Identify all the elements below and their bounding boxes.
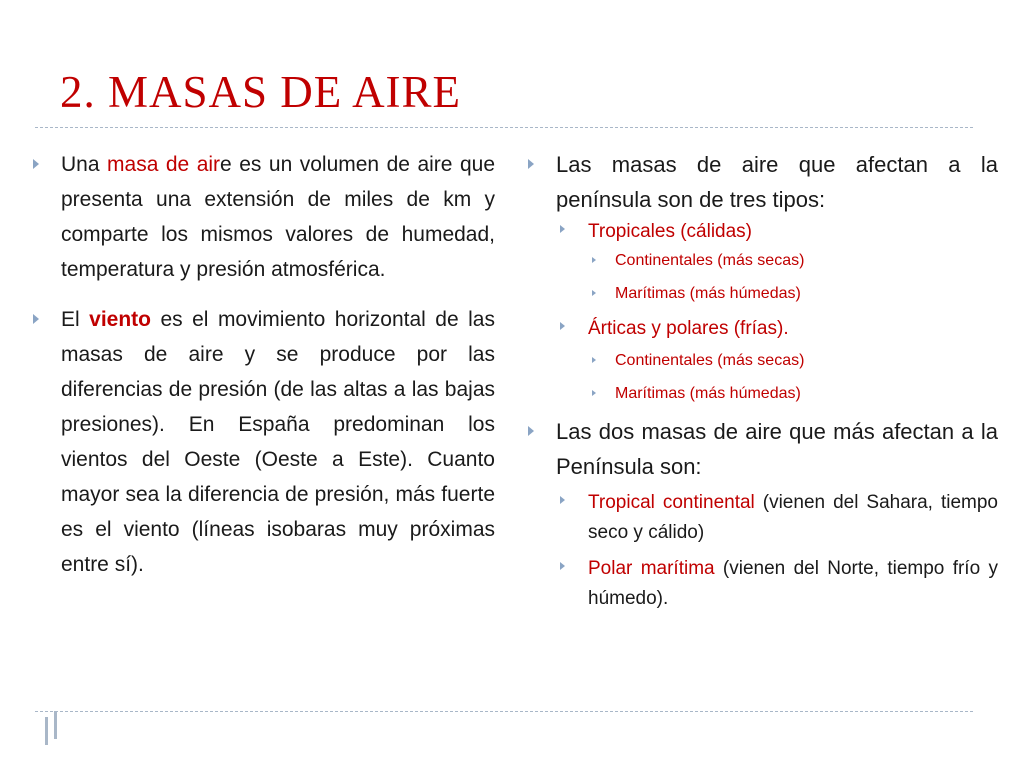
highlight-term: masa de air	[107, 153, 221, 176]
text: (vienen del Norte, tiempo frío y húmedo).	[588, 558, 998, 609]
highlight-term: Tropical continental	[588, 492, 755, 513]
slide-title: 2. MASAS DE AIRE	[60, 67, 462, 117]
bullet-arrow-icon	[33, 314, 39, 324]
subitem-text	[588, 554, 998, 614]
highlight-term: Polar marítima	[588, 558, 715, 579]
bullet-masa-de-aire	[33, 147, 495, 287]
sub-sub-bullet	[592, 244, 998, 277]
text: El	[61, 308, 90, 331]
highlight-term: viento	[89, 308, 151, 331]
subitem-text: Tropicales (cálidas)	[588, 221, 753, 242]
subitem-text: Marítimas (más húmedas)	[615, 385, 801, 402]
right-column	[528, 147, 998, 614]
paragraph-text: Las dos masas de aire que más afectan a la Península son:	[556, 419, 998, 479]
text: Una	[61, 153, 108, 176]
bullet-arrow-icon	[560, 562, 565, 570]
bullet-arrow-icon	[592, 390, 596, 396]
sub-bullet-tropical-continental	[560, 488, 998, 548]
bullet-dos-masas	[528, 414, 998, 484]
sub-bullet-articas	[560, 314, 998, 344]
subitem-text: Árticas y polares (frías).	[588, 318, 789, 339]
text: e es un volumen de aire que presenta una extensión de miles de km y comparte los mismos valores de humedad, temperatura y presión atmosférica.	[61, 153, 495, 281]
bullet-arrow-icon	[560, 496, 565, 504]
bullet-arrow-icon	[592, 257, 596, 263]
text: (vienen del Sahara, tiempo seco y cálido)	[588, 492, 998, 543]
bullet-arrow-icon	[560, 225, 565, 233]
paragraph-text	[61, 302, 495, 582]
sub-sub-bullet	[592, 344, 998, 377]
bullet-arrow-icon	[560, 322, 565, 330]
paragraph-text	[61, 147, 495, 287]
bullet-arrow-icon	[528, 426, 534, 436]
corner-accent-line	[45, 717, 48, 745]
bullet-tipos	[528, 147, 998, 217]
bullet-viento	[33, 302, 495, 582]
sub-bullet-tropicales	[560, 217, 998, 247]
text: es el movimiento horizontal de las masas de aire y se produce por las diferencias de presión (de las altas a las bajas presiones). En España predominan los vientos del Oeste (Oeste a Este). Cuanto mayor sea la diferencia de presión, más fuerte es el viento (líneas isobaras muy próximas entre sí).	[61, 308, 495, 576]
paragraph-text: Las masas de aire que afectan a la península son de tres tipos:	[556, 152, 998, 212]
footer-divider	[35, 711, 973, 712]
bullet-arrow-icon	[592, 290, 596, 296]
bullet-arrow-icon	[592, 357, 596, 363]
sub-sub-bullet	[592, 277, 998, 310]
subitem-text: Continentales (más secas)	[615, 252, 805, 269]
corner-accent-line	[54, 711, 57, 739]
sub-sub-bullet	[592, 377, 998, 410]
subitem-text	[588, 488, 998, 548]
bullet-arrow-icon	[528, 159, 534, 169]
left-column	[33, 147, 495, 597]
subitem-text: Continentales (más secas)	[615, 352, 805, 369]
subitem-text: Marítimas (más húmedas)	[615, 285, 801, 302]
sub-bullet-polar-maritima	[560, 554, 998, 614]
title-divider	[35, 127, 973, 128]
bullet-arrow-icon	[33, 159, 39, 169]
